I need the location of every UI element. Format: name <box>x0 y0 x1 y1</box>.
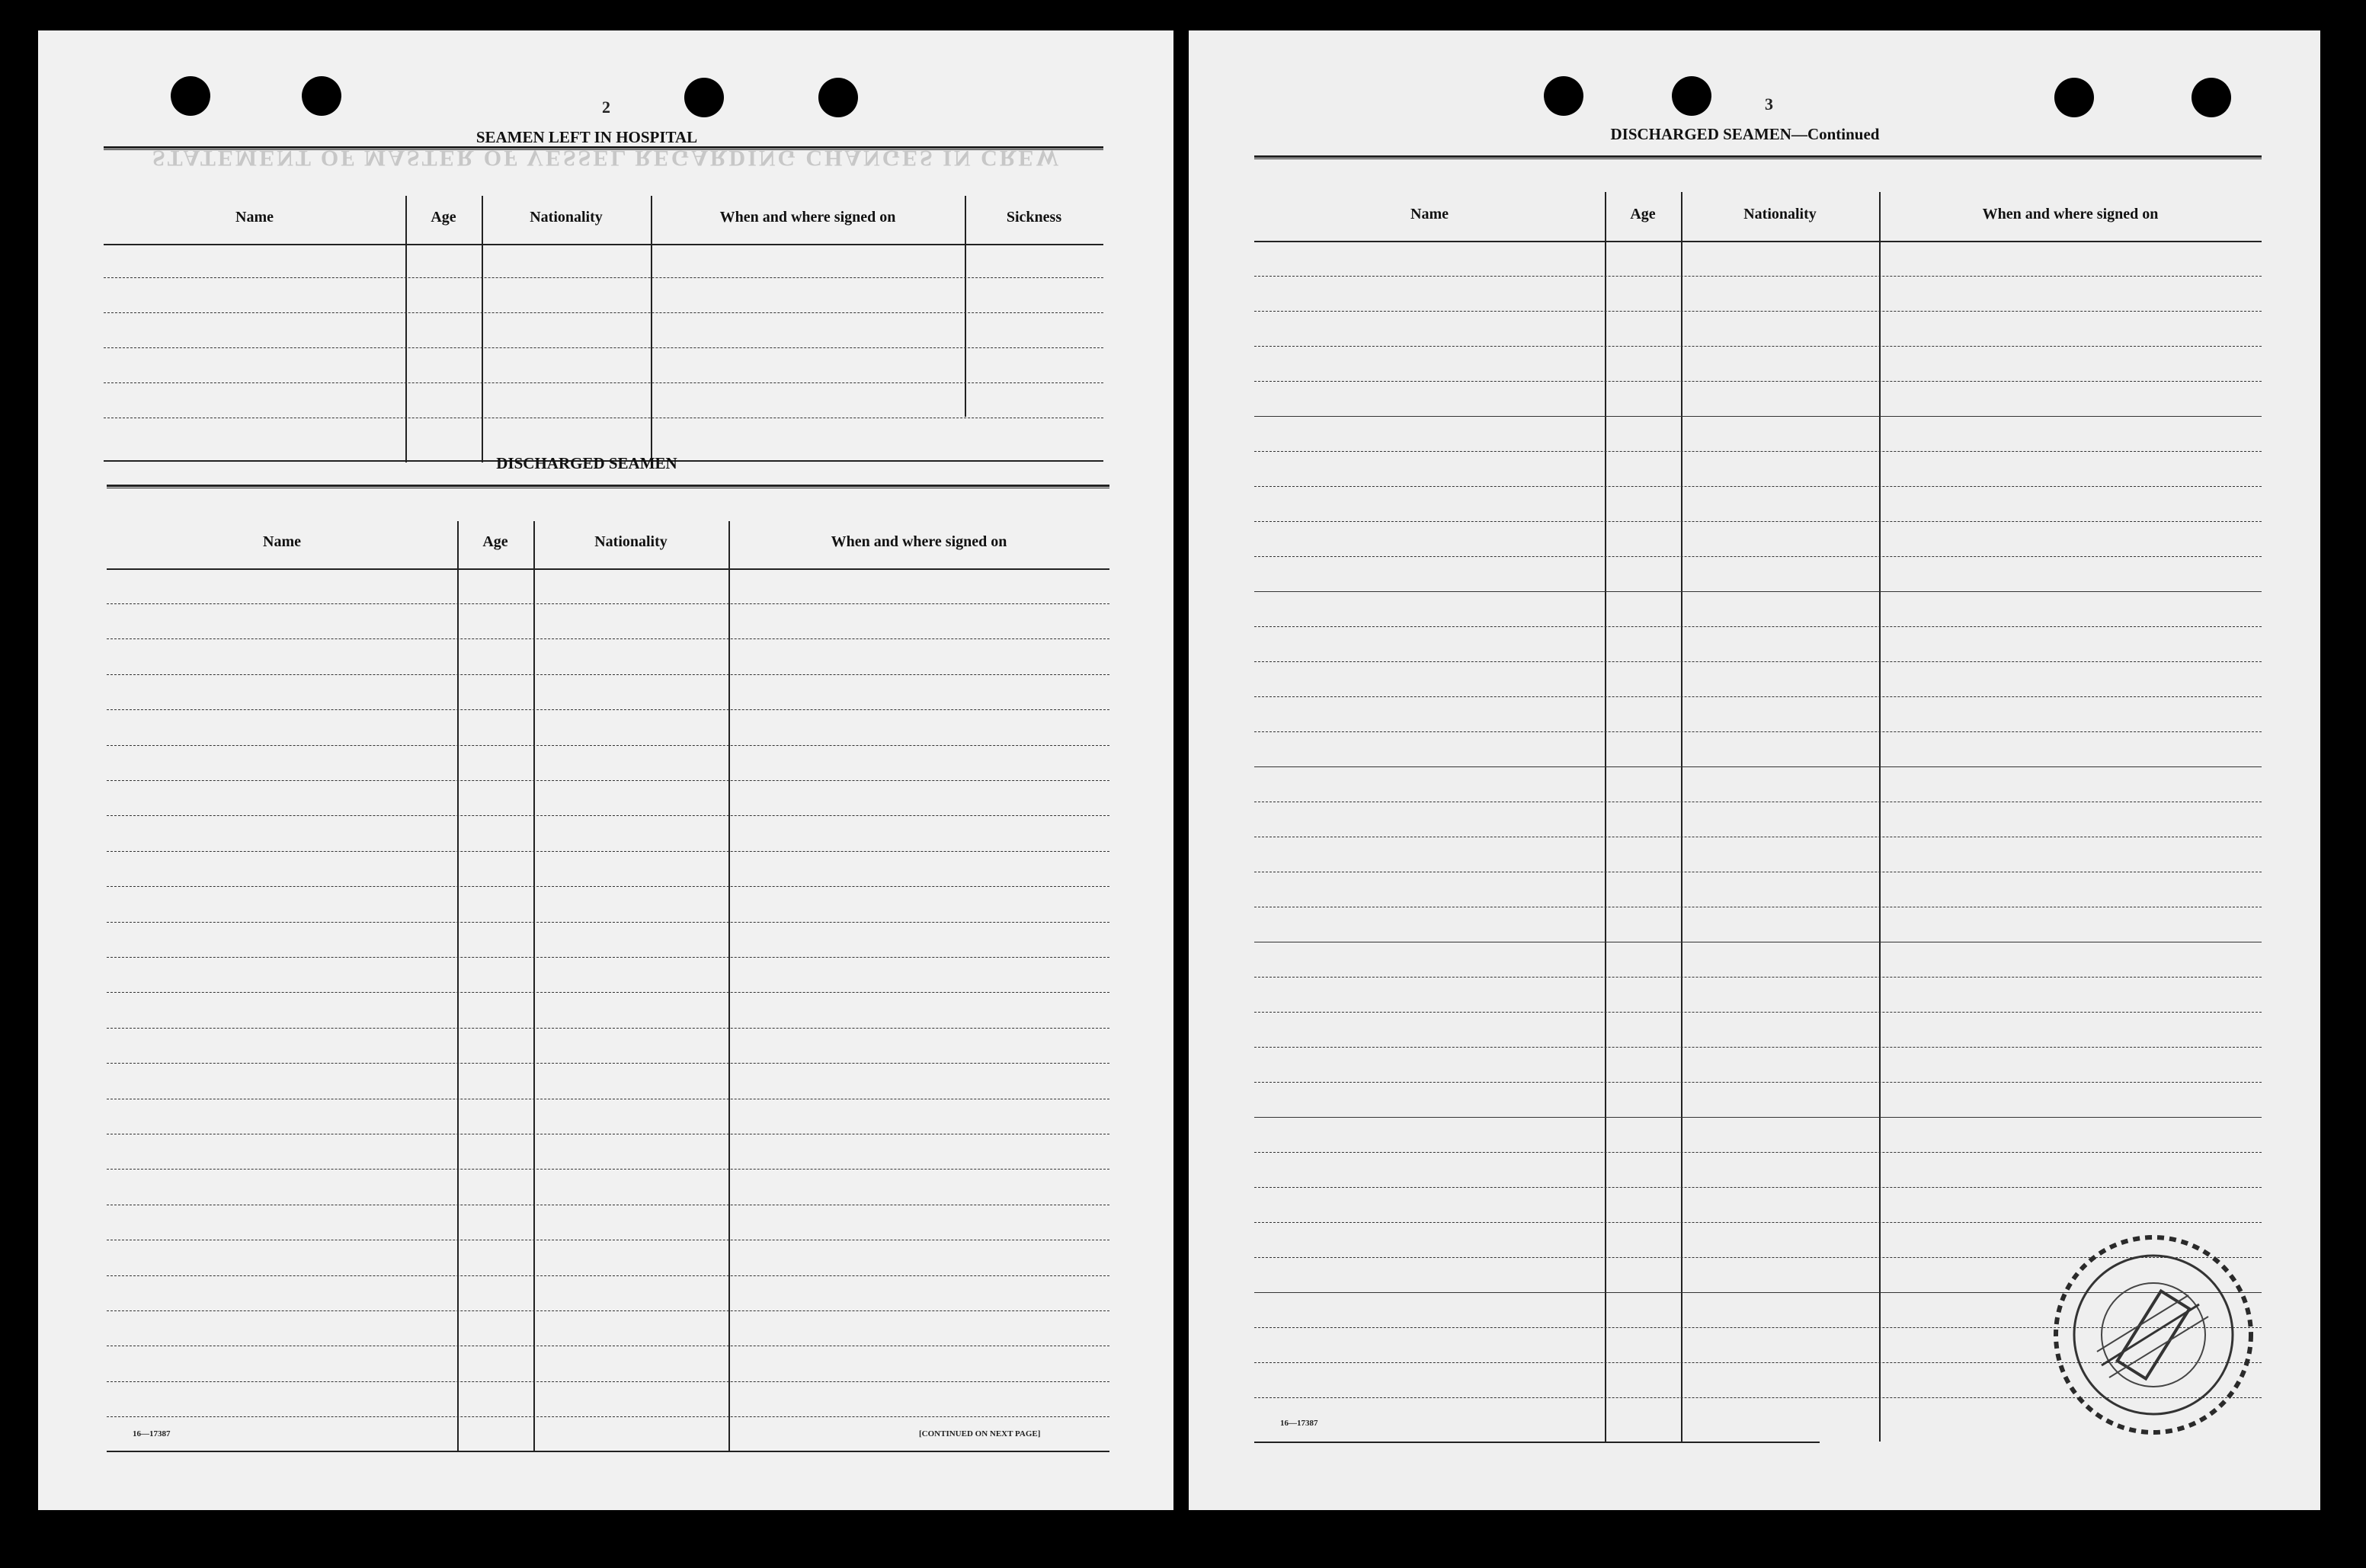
table-top-rule <box>1254 155 2262 159</box>
row-rule <box>1254 1152 2262 1153</box>
bleed-through-text: STATEMENT OF MASTER OF VESSEL REGARDING CHANGES IN CREW <box>152 146 1061 171</box>
column-header-sickness: Sickness <box>1006 209 1062 226</box>
row-rule <box>107 1416 1109 1417</box>
row-rule <box>1254 1047 2262 1048</box>
row-rule <box>1254 276 2262 277</box>
page-number: 3 <box>1765 94 1773 114</box>
row-rule <box>1254 977 2262 978</box>
column-divider <box>405 196 407 462</box>
row-rule <box>1254 346 2262 347</box>
row-rule <box>107 815 1109 816</box>
hospital-table <box>104 146 1103 466</box>
row-rule <box>1254 696 2262 697</box>
column-header-nationality: Nationality <box>1743 206 1817 222</box>
left-page <box>38 30 1173 1510</box>
column-divider <box>457 521 459 1451</box>
row-rule <box>107 1275 1109 1276</box>
page-number: 2 <box>602 98 610 117</box>
row-rule <box>1254 311 2262 312</box>
column-divider <box>651 196 652 462</box>
row-rule <box>107 1063 1109 1064</box>
column-header-age: Age <box>1630 206 1656 222</box>
punch-hole <box>2054 78 2094 117</box>
row-rule <box>1254 591 2262 592</box>
row-rule <box>104 347 1103 348</box>
discharged-section-title: DISCHARGED SEAMEN <box>496 454 677 472</box>
row-rule <box>107 1028 1109 1029</box>
row-rule <box>1254 556 2262 557</box>
row-rule <box>1254 416 2262 417</box>
row-rule <box>104 382 1103 383</box>
row-rule <box>1254 1117 2262 1118</box>
row-rule <box>107 922 1109 923</box>
row-rule <box>1254 521 2262 522</box>
header-rule <box>1254 241 2262 242</box>
row-rule <box>107 745 1109 746</box>
postmark-stamp <box>2039 1221 2268 1449</box>
column-header-nationality: Nationality <box>530 209 603 226</box>
header-rule <box>107 568 1109 570</box>
row-rule <box>1254 731 2262 732</box>
row-rule <box>1254 1012 2262 1013</box>
row-rule <box>1254 1187 2262 1188</box>
row-rule <box>107 957 1109 958</box>
row-rule <box>107 992 1109 993</box>
table-top-rule <box>104 146 1103 150</box>
column-divider <box>482 196 483 462</box>
discharged-table <box>107 485 1109 1457</box>
punch-hole <box>1672 76 1711 116</box>
punch-hole <box>2192 78 2231 117</box>
row-rule <box>104 277 1103 278</box>
header-rule <box>104 244 1103 245</box>
row-rule <box>107 709 1109 710</box>
table-top-rule <box>107 485 1109 488</box>
column-divider <box>1605 192 1606 1442</box>
row-rule <box>107 1169 1109 1170</box>
column-header-signed-on: When and where signed on <box>831 533 1007 550</box>
column-header-age: Age <box>482 533 508 550</box>
column-divider <box>533 521 535 1451</box>
row-rule <box>1254 766 2262 767</box>
column-header-signed-on: When and where signed on <box>1982 206 2159 222</box>
punch-hole <box>684 78 724 117</box>
punch-hole <box>302 76 341 116</box>
column-divider <box>1681 192 1682 1442</box>
column-divider <box>965 196 966 417</box>
column-header-name: Name <box>235 209 274 226</box>
row-rule <box>1254 486 2262 487</box>
punch-hole <box>171 76 210 116</box>
column-header-age: Age <box>431 209 456 226</box>
table-bottom-rule <box>1254 1442 1820 1443</box>
row-rule <box>1254 381 2262 382</box>
right-page <box>1189 30 2320 1510</box>
discharged-continued-title: DISCHARGED SEAMEN—Continued <box>1610 125 1880 143</box>
punch-hole <box>818 78 858 117</box>
column-header-name: Name <box>263 533 301 550</box>
hospital-section-title: SEAMEN LEFT IN HOSPITAL <box>475 128 698 146</box>
row-rule <box>107 638 1109 639</box>
table-bottom-rule <box>107 1451 1109 1452</box>
row-rule <box>1254 451 2262 452</box>
column-divider <box>728 521 730 1451</box>
row-rule <box>107 1381 1109 1382</box>
row-rule <box>1254 626 2262 627</box>
continued-note: [CONTINUED ON NEXT PAGE] <box>919 1429 1041 1438</box>
column-header-name: Name <box>1410 206 1449 222</box>
column-header-nationality: Nationality <box>594 533 668 550</box>
form-number: 16—17387 <box>133 1429 171 1438</box>
column-header-signed-on: When and where signed on <box>719 209 896 226</box>
row-rule <box>104 312 1103 313</box>
row-rule <box>107 674 1109 675</box>
row-rule <box>107 1310 1109 1311</box>
row-rule <box>107 886 1109 887</box>
column-divider <box>1879 192 1881 1442</box>
row-rule <box>1254 1082 2262 1083</box>
row-rule <box>107 603 1109 604</box>
form-number: 16—17387 <box>1280 1419 1318 1428</box>
row-rule <box>107 851 1109 852</box>
punch-hole <box>1544 76 1583 116</box>
row-rule <box>107 780 1109 781</box>
row-rule <box>1254 661 2262 662</box>
